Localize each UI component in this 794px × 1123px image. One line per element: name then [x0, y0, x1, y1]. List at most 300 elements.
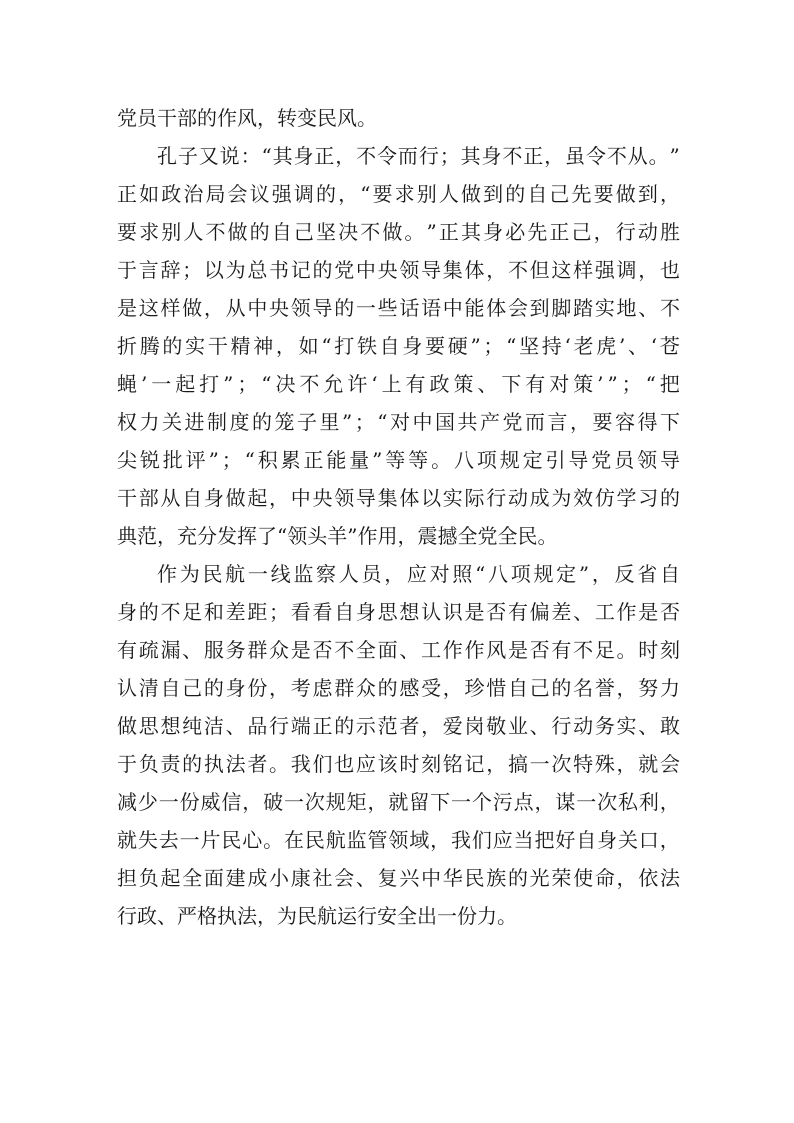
glyph: “ — [261, 372, 272, 396]
glyph: 面 — [377, 638, 398, 662]
glyph: 行 — [418, 144, 439, 168]
glyph: 动 — [573, 714, 594, 738]
glyph: 批 — [162, 448, 183, 472]
glyph: 足 — [594, 638, 615, 662]
glyph: 也 — [659, 258, 680, 282]
glyph: 从 — [627, 144, 648, 168]
glyph: ” — [223, 372, 234, 396]
glyph: 身 — [293, 144, 314, 168]
glyph: 制 — [207, 410, 227, 434]
glyph: “ — [244, 448, 255, 472]
glyph: 有 — [507, 600, 528, 624]
glyph: 导 — [568, 448, 589, 472]
glyph: 差 — [551, 600, 572, 624]
glyph: 行 — [551, 714, 572, 738]
glyph: 民 — [304, 828, 325, 852]
glyph: 从 — [225, 296, 246, 320]
glyph: 担 — [117, 866, 137, 890]
glyph: 敬 — [486, 714, 507, 738]
glyph: 管 — [367, 828, 388, 852]
glyph: 际 — [464, 486, 485, 510]
glyph: 做 — [117, 714, 137, 738]
glyph: 等 — [385, 448, 406, 472]
glyph: ， — [203, 296, 224, 320]
glyph: 能 — [464, 296, 485, 320]
glyph: 是 — [290, 638, 311, 662]
glyph: 的 — [377, 676, 398, 700]
glyph: 言 — [547, 410, 568, 434]
text-line — [117, 897, 680, 935]
text-line — [117, 365, 680, 403]
glyph: 是 — [638, 600, 659, 624]
glyph: 虽 — [565, 144, 586, 168]
glyph: 别 — [161, 220, 182, 244]
text-line — [117, 859, 680, 897]
glyph: 会 — [659, 752, 680, 776]
glyph: 而 — [524, 410, 545, 434]
body-text — [117, 99, 680, 935]
glyph: 做 — [460, 182, 481, 206]
glyph: 党 — [334, 258, 355, 282]
glyph: 正 — [438, 220, 459, 244]
glyph: 人 — [183, 220, 204, 244]
glyph: 的 — [334, 714, 355, 738]
glyph: 体 — [464, 258, 485, 282]
glyph: 苍 — [659, 334, 680, 358]
glyph: 一 — [284, 790, 304, 814]
glyph: 。 — [263, 828, 284, 852]
glyph: 辞 — [160, 258, 181, 282]
glyph: 议 — [249, 182, 270, 206]
glyph: 其 — [460, 144, 481, 168]
glyph: 起 — [160, 866, 181, 890]
glyph: 利 — [638, 790, 659, 814]
glyph: 、 — [399, 638, 420, 662]
glyph: 破 — [263, 790, 284, 814]
glyph: 搞 — [507, 752, 528, 776]
line-text: 典范，充分发挥了“领头羊”作用，震撼全党全民。 — [117, 524, 558, 548]
glyph: 差 — [225, 600, 246, 624]
glyph: 央 — [377, 258, 398, 282]
glyph: 铭 — [442, 752, 463, 776]
glyph: 誉 — [594, 676, 615, 700]
glyph: 的 — [315, 182, 336, 206]
glyph: 否 — [312, 638, 333, 662]
glyph: 依 — [638, 866, 659, 890]
glyph: 导 — [421, 258, 442, 282]
glyph: 锐 — [139, 448, 160, 472]
glyph: 应 — [406, 562, 427, 586]
glyph: 身 — [355, 600, 376, 624]
glyph: 做 — [615, 182, 636, 206]
glyph: 执 — [203, 752, 224, 776]
glyph: ； — [182, 258, 203, 282]
glyph: 珍 — [464, 676, 485, 700]
glyph: 先 — [571, 182, 592, 206]
glyph: “ — [645, 372, 656, 396]
glyph: 己 — [293, 220, 314, 244]
glyph: 又 — [198, 144, 219, 168]
glyph: 党 — [502, 410, 523, 434]
glyph: 敢 — [659, 714, 680, 738]
glyph: ， — [486, 752, 507, 776]
text-line — [117, 403, 680, 441]
glyph: 硬 — [447, 334, 468, 358]
glyph: 要 — [425, 334, 446, 358]
glyph: 留 — [409, 790, 430, 814]
glyph: 在 — [284, 828, 304, 852]
glyph: 。 — [431, 448, 452, 472]
glyph: 评 — [185, 448, 206, 472]
glyph: 口 — [638, 828, 659, 852]
glyph: 洁 — [203, 714, 224, 738]
glyph: 不 — [334, 638, 355, 662]
glyph: 里 — [319, 410, 340, 434]
glyph: ， — [659, 182, 680, 206]
glyph: 坚 — [315, 220, 336, 244]
glyph: ， — [338, 182, 359, 206]
glyph: 自 — [271, 220, 292, 244]
glyph: 、 — [638, 296, 659, 320]
glyph: 于 — [117, 258, 137, 282]
glyph: ， — [638, 258, 659, 282]
glyph: 打 — [199, 372, 220, 396]
glyph: ， — [275, 334, 296, 358]
glyph: 距 — [247, 600, 268, 624]
glyph: 干 — [207, 334, 228, 358]
glyph: 、 — [355, 866, 376, 890]
glyph: 做 — [227, 220, 248, 244]
glyph: 看 — [290, 600, 311, 624]
glyph: 否 — [529, 638, 550, 662]
glyph: ， — [442, 676, 463, 700]
glyph: 航 — [325, 828, 346, 852]
glyph: 局 — [205, 182, 226, 206]
glyph: 治 — [183, 182, 204, 206]
glyph: 铁 — [356, 334, 377, 358]
glyph: 看 — [312, 600, 333, 624]
glyph: 一 — [179, 828, 200, 852]
glyph: 有 — [117, 638, 137, 662]
glyph: 一 — [451, 790, 471, 814]
glyph: 别 — [416, 182, 437, 206]
glyph: 爱 — [442, 714, 463, 738]
glyph: 如 — [139, 182, 160, 206]
glyph: 点 — [513, 790, 534, 814]
glyph: 的 — [203, 676, 224, 700]
glyph: 康 — [290, 866, 311, 890]
glyph: ” — [607, 372, 618, 396]
glyph: 次 — [304, 790, 325, 814]
glyph: ， — [616, 676, 637, 700]
glyph: 导 — [355, 486, 376, 510]
glyph: 的 — [505, 182, 526, 206]
glyph: 蝇 — [117, 372, 137, 396]
glyph: 中 — [247, 296, 268, 320]
glyph: 记 — [290, 258, 311, 282]
glyph: 八 — [488, 562, 509, 586]
glyph: ” — [470, 334, 481, 358]
glyph: 谋 — [555, 790, 576, 814]
glyph: 者 — [399, 714, 420, 738]
glyph: ； — [221, 448, 242, 472]
glyph: ： — [240, 144, 261, 168]
glyph: 策 — [453, 372, 474, 396]
glyph: 调 — [616, 258, 637, 282]
glyph: 规 — [325, 790, 346, 814]
glyph: 下 — [430, 790, 451, 814]
glyph: 殊 — [594, 752, 615, 776]
glyph: 到 — [529, 296, 550, 320]
glyph: 作 — [442, 638, 463, 662]
glyph: 要 — [117, 220, 137, 244]
glyph: 否 — [486, 600, 507, 624]
glyph: 员 — [614, 448, 635, 472]
glyph: 产 — [479, 410, 500, 434]
glyph: 要 — [372, 182, 393, 206]
glyph: 就 — [638, 752, 659, 776]
glyph: 虑 — [312, 676, 333, 700]
glyph: 次 — [597, 790, 618, 814]
glyph: ‘ — [564, 334, 571, 358]
glyph: 政 — [429, 372, 450, 396]
glyph: 民 — [202, 562, 223, 586]
glyph: 量 — [349, 448, 370, 472]
glyph: ； — [269, 600, 290, 624]
glyph: ’ — [140, 372, 148, 396]
paragraph-first-line — [117, 555, 680, 593]
glyph: 己 — [529, 676, 550, 700]
glyph: 岗 — [464, 714, 485, 738]
glyph: 刻 — [659, 638, 680, 662]
glyph: 群 — [334, 676, 355, 700]
glyph: 己 — [549, 182, 570, 206]
glyph: 工 — [421, 638, 442, 662]
glyph: 部 — [138, 486, 159, 510]
glyph: 为 — [179, 562, 200, 586]
glyph: 疏 — [138, 638, 159, 662]
glyph: 虎 — [596, 334, 617, 358]
glyph: 考 — [290, 676, 311, 700]
glyph: 思 — [377, 600, 398, 624]
glyph: ” — [426, 220, 437, 244]
glyph: “ — [321, 334, 332, 358]
glyph: 规 — [533, 562, 554, 586]
glyph: 尖 — [117, 448, 137, 472]
glyph: ； — [237, 372, 258, 396]
glyph: 工 — [594, 600, 615, 624]
glyph: 党 — [591, 448, 612, 472]
glyph: 特 — [573, 752, 594, 776]
glyph: 折 — [117, 334, 137, 358]
glyph: 书 — [269, 258, 290, 282]
glyph: ， — [593, 220, 614, 244]
glyph: 示 — [355, 714, 376, 738]
glyph: 不 — [606, 144, 627, 168]
glyph: “ — [506, 334, 517, 358]
glyph: 监 — [293, 562, 314, 586]
glyph: 腾 — [139, 334, 160, 358]
glyph: 自 — [527, 182, 548, 206]
glyph: 私 — [618, 790, 638, 814]
glyph: 不 — [502, 144, 523, 168]
glyph: 复 — [377, 866, 398, 890]
glyph: 集 — [377, 486, 398, 510]
glyph: 权 — [117, 410, 137, 434]
glyph: 身 — [597, 828, 618, 852]
glyph: 定 — [556, 562, 577, 586]
glyph: 上 — [381, 372, 402, 396]
glyph: 必 — [505, 220, 526, 244]
glyph: 失 — [137, 828, 158, 852]
glyph: 仿 — [594, 486, 615, 510]
glyph: “ — [261, 144, 272, 168]
glyph: 一 — [355, 296, 376, 320]
glyph: 子 — [297, 410, 317, 434]
glyph: 导 — [312, 296, 333, 320]
glyph: 身 — [203, 486, 224, 510]
glyph: 好 — [555, 828, 576, 852]
glyph: 兴 — [399, 866, 420, 890]
glyph: 业 — [507, 714, 528, 738]
glyph: 体 — [486, 296, 507, 320]
glyph: 否 — [659, 600, 680, 624]
glyph: 小 — [269, 866, 290, 890]
glyph: ， — [534, 790, 555, 814]
glyph: 航 — [225, 562, 246, 586]
text-line — [117, 479, 680, 517]
glyph: 品 — [247, 714, 268, 738]
glyph: 察 — [316, 562, 337, 586]
glyph: 光 — [529, 866, 550, 890]
glyph: 信 — [221, 790, 242, 814]
glyph: 进 — [184, 410, 205, 434]
glyph: 、 — [628, 334, 648, 358]
glyph: 这 — [138, 296, 159, 320]
glyph: ， — [430, 828, 451, 852]
glyph: 身 — [225, 676, 246, 700]
glyph: 说 — [219, 144, 240, 168]
glyph: ’ — [618, 334, 626, 358]
glyph: 想 — [399, 600, 420, 624]
glyph: 全 — [182, 866, 203, 890]
glyph: 能 — [326, 448, 347, 472]
text-line — [117, 593, 680, 631]
text-line — [117, 517, 680, 555]
glyph: 行 — [615, 220, 636, 244]
glyph: 起 — [247, 486, 268, 510]
glyph: 次 — [551, 752, 572, 776]
glyph: 惜 — [486, 676, 507, 700]
glyph: 正 — [314, 144, 335, 168]
glyph: 些 — [377, 296, 398, 320]
glyph: 把 — [659, 372, 680, 396]
glyph: 使 — [573, 866, 594, 890]
glyph: 令 — [585, 144, 606, 168]
glyph: 、 — [573, 600, 594, 624]
glyph: 会 — [227, 182, 248, 206]
glyph: 许 — [347, 372, 368, 396]
glyph: 线 — [270, 562, 291, 586]
glyph: 话 — [399, 296, 420, 320]
paragraph-first-line — [117, 137, 680, 175]
glyph: 中 — [442, 296, 463, 320]
glyph: 地 — [616, 296, 637, 320]
glyph: 但 — [529, 258, 550, 282]
glyph: 做 — [182, 296, 203, 320]
glyph: ； — [439, 144, 460, 168]
glyph: 笼 — [274, 410, 295, 434]
glyph: 下 — [501, 372, 522, 396]
glyph: 中 — [421, 866, 442, 890]
glyph: 照 — [452, 562, 473, 586]
glyph: 自 — [334, 600, 355, 624]
glyph: 受 — [421, 676, 442, 700]
glyph: 允 — [323, 372, 344, 396]
glyph: 做 — [382, 220, 403, 244]
glyph: 者 — [247, 752, 268, 776]
glyph: 认 — [421, 600, 442, 624]
glyph: 时 — [638, 638, 659, 662]
glyph: 民 — [221, 828, 242, 852]
glyph: 荣 — [551, 866, 572, 890]
glyph: 务 — [225, 638, 246, 662]
glyph: 的 — [249, 220, 270, 244]
glyph: 从 — [160, 486, 181, 510]
glyph: 刻 — [421, 752, 442, 776]
glyph: “ — [360, 182, 371, 206]
glyph: 令 — [377, 144, 398, 168]
glyph: 去 — [158, 828, 179, 852]
glyph: 自 — [182, 486, 203, 510]
glyph: ” — [578, 562, 590, 586]
glyph: 偏 — [529, 600, 550, 624]
glyph: 自 — [379, 334, 400, 358]
glyph: 想 — [160, 714, 181, 738]
glyph: 、 — [225, 714, 246, 738]
glyph: 片 — [200, 828, 221, 852]
glyph: 会 — [507, 296, 528, 320]
glyph: 对 — [389, 410, 410, 434]
glyph: 时 — [399, 752, 420, 776]
glyph: 强 — [594, 258, 615, 282]
glyph: 行 — [486, 486, 507, 510]
glyph: 到 — [637, 182, 658, 206]
glyph: 先 — [527, 220, 548, 244]
glyph: ， — [591, 562, 612, 586]
glyph: 实 — [616, 714, 637, 738]
glyph: ” — [372, 448, 383, 472]
glyph: 实 — [185, 334, 206, 358]
glyph: 少 — [137, 790, 158, 814]
glyph: 的 — [182, 752, 203, 776]
glyph: 们 — [312, 752, 333, 776]
glyph: 精 — [230, 334, 251, 358]
glyph: 动 — [507, 486, 528, 510]
glyph: 等 — [408, 448, 429, 472]
glyph: 的 — [138, 600, 159, 624]
glyph: 污 — [492, 790, 513, 814]
glyph: 中 — [412, 410, 433, 434]
glyph: ， — [659, 790, 680, 814]
text-line — [117, 669, 680, 707]
glyph: 就 — [117, 828, 137, 852]
text-line — [117, 289, 680, 327]
glyph: 导 — [659, 448, 680, 472]
glyph: ‘ — [371, 372, 378, 396]
glyph: 行 — [269, 714, 290, 738]
glyph: 己 — [182, 676, 203, 700]
